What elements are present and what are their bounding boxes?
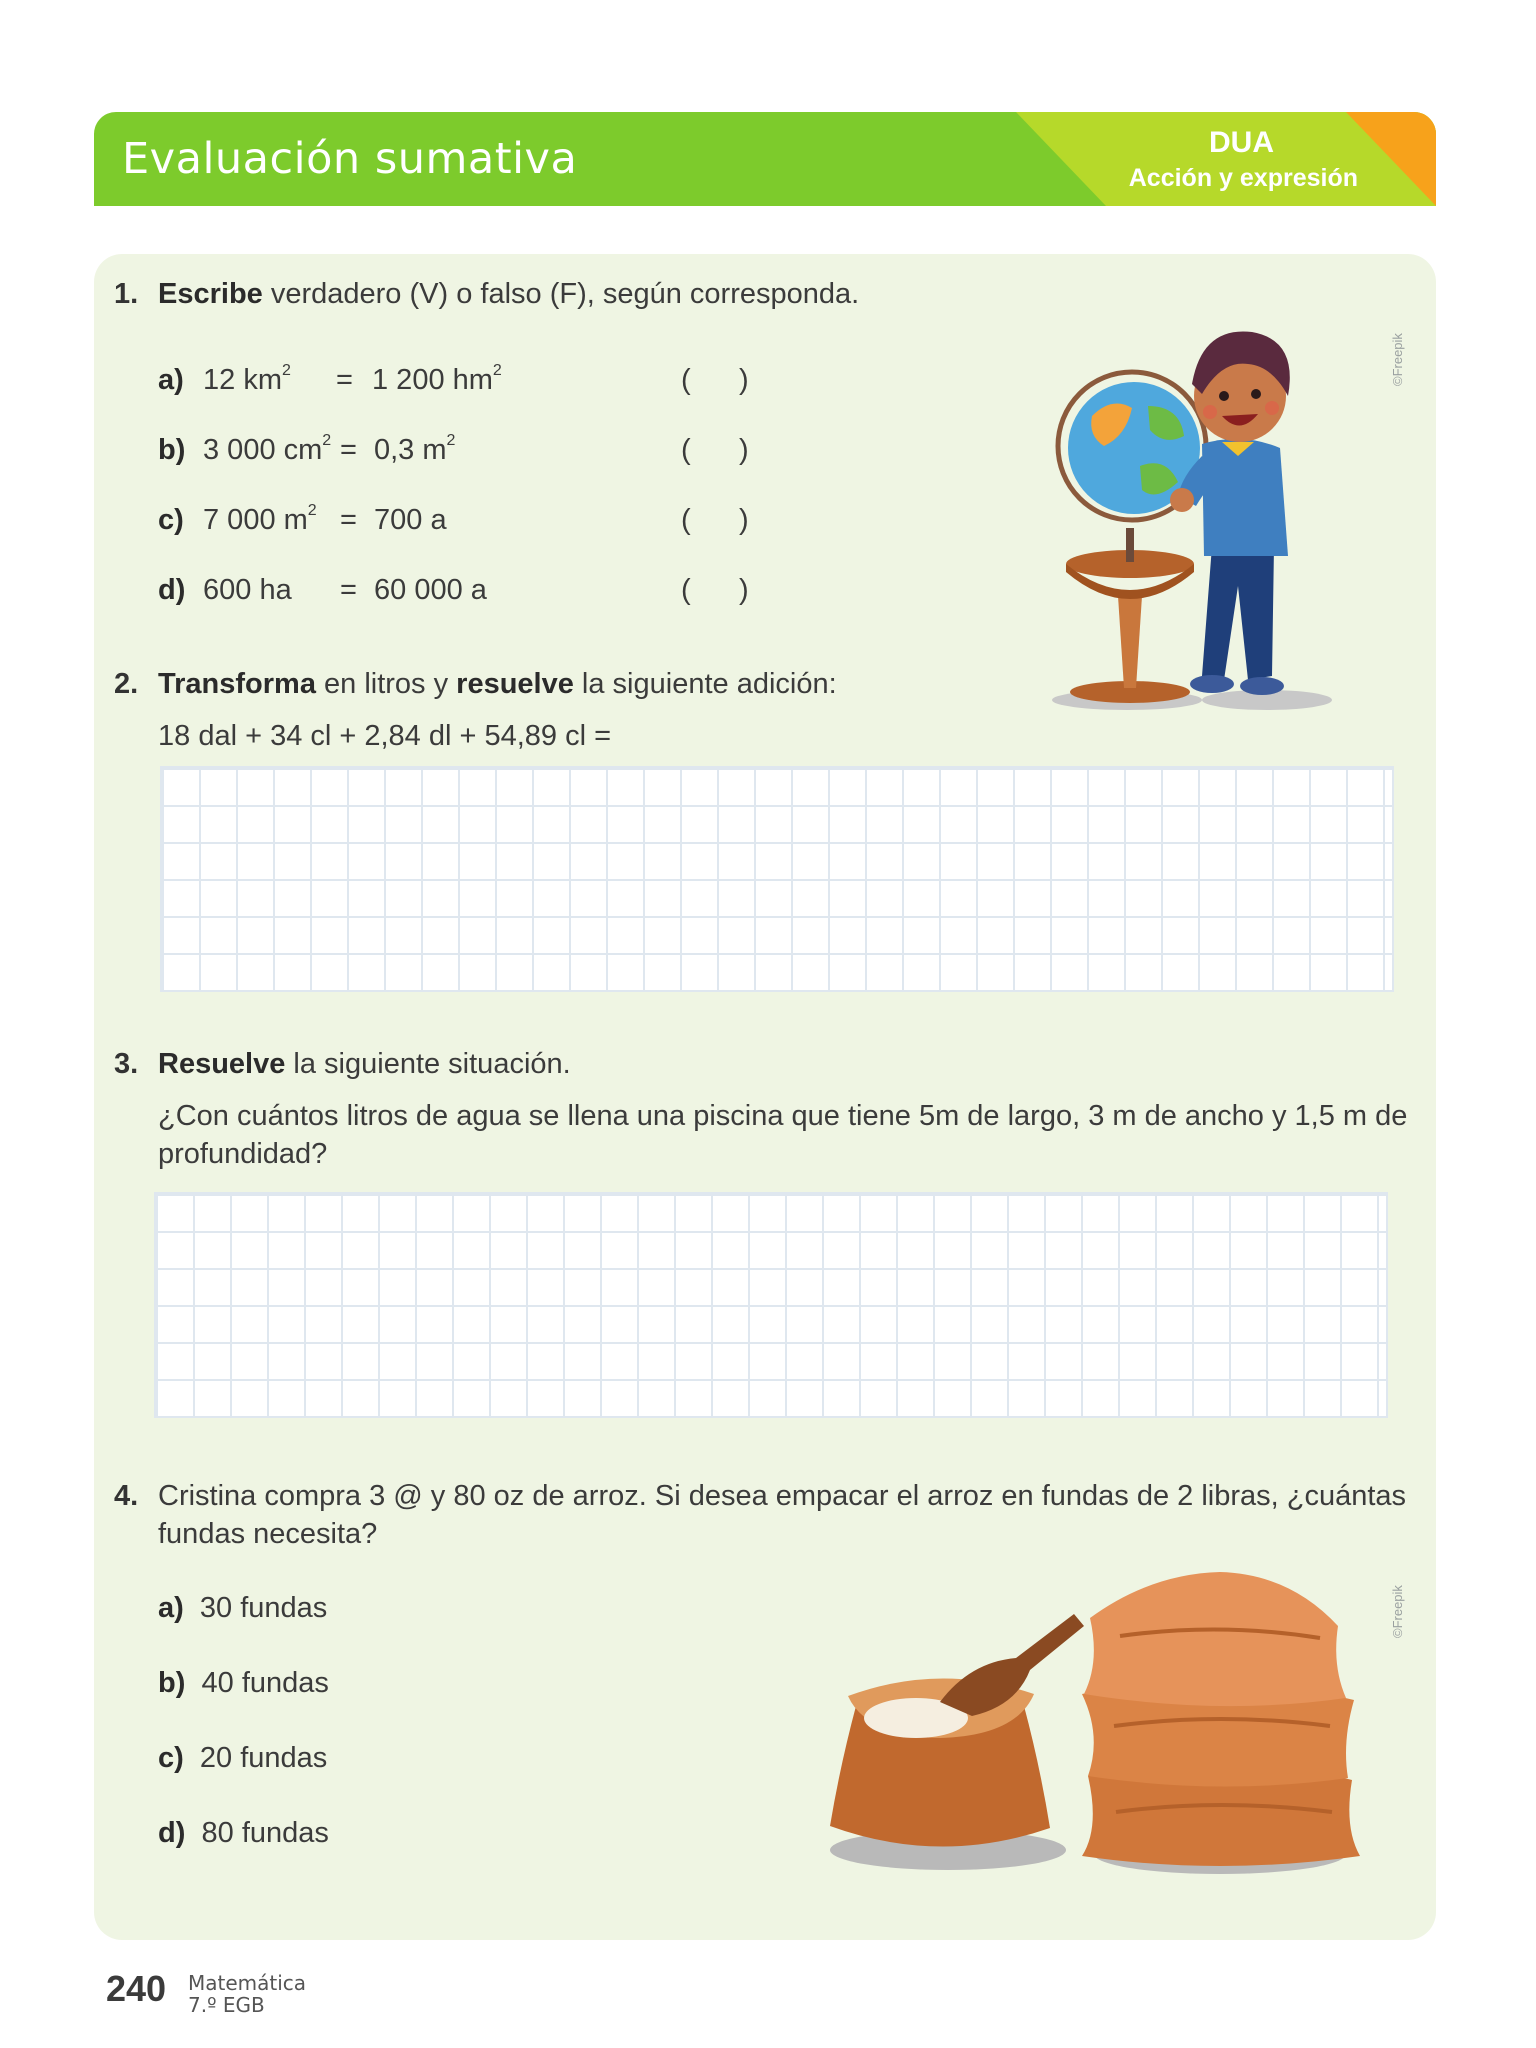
boy-cheek xyxy=(1265,401,1279,415)
answer-blank[interactable]: ( ) xyxy=(681,504,749,536)
q1-right xyxy=(374,504,447,537)
header-banner xyxy=(94,112,1436,206)
q1-row xyxy=(158,504,184,537)
q1-row xyxy=(158,434,185,467)
option-text: 30 fundas xyxy=(199,1592,328,1624)
q4-line2: fundas necesita? xyxy=(158,1518,378,1550)
q1-left xyxy=(203,504,317,537)
footer-subject xyxy=(188,1972,306,2016)
option-text: 20 fundas xyxy=(199,1742,328,1774)
item-label: c) xyxy=(158,504,184,536)
page-number: 240 xyxy=(106,1968,167,2009)
option-label: c) xyxy=(158,1742,184,1774)
right-value: 700 a xyxy=(374,504,447,536)
left-value: 12 km xyxy=(203,364,282,396)
equals-sign: = xyxy=(336,364,353,396)
boy-hand xyxy=(1170,488,1194,512)
right-value: 0,3 m xyxy=(374,434,447,466)
globe-axis xyxy=(1126,528,1134,562)
left-exponent: 2 xyxy=(322,432,332,449)
q3-number: 3. xyxy=(114,1048,139,1080)
q3-line1: ¿Con cuántos litros de agua se llena una piscina que tiene 5m de largo, 3 m de ancho y 1,5 m de xyxy=(158,1100,1408,1132)
left-value: 600 ha xyxy=(203,574,292,606)
stacked-sack-top xyxy=(1084,1572,1346,1706)
q3-answer-grid[interactable] xyxy=(154,1192,1388,1418)
q2-expression: 18 dal + 34 cl + 2,84 dl + 54,89 cl = xyxy=(158,720,612,752)
item-label: b) xyxy=(158,434,186,466)
subject-name: Matemática xyxy=(188,1971,307,1995)
boy-eye xyxy=(1219,391,1229,401)
q3-verb: Resuelve xyxy=(158,1048,286,1080)
q3-rest: la siguiente situación. xyxy=(285,1048,571,1080)
q3-prompt xyxy=(158,1048,571,1081)
left-value: 3 000 cm xyxy=(203,434,323,466)
answer-blank[interactable]: ( ) xyxy=(681,364,749,396)
boy-shoe xyxy=(1190,675,1234,693)
dua-title: DUA xyxy=(1209,126,1274,159)
q1-left xyxy=(203,434,331,467)
q1-prompt xyxy=(158,278,859,311)
q4-option-b[interactable] xyxy=(158,1667,329,1700)
q2-mid: en litros y xyxy=(315,668,457,700)
q2-number: 2. xyxy=(114,668,139,700)
q1-row xyxy=(158,364,184,397)
boy-sweater xyxy=(1202,439,1288,556)
q4-number: 4. xyxy=(114,1480,139,1512)
q2-verb1: Transforma xyxy=(158,668,316,700)
boy-eye xyxy=(1251,389,1261,399)
q4-option-a[interactable] xyxy=(158,1592,327,1625)
q4-option-d[interactable] xyxy=(158,1817,329,1850)
option-label: b) xyxy=(158,1667,186,1699)
q2-rest: la siguiente adición: xyxy=(573,668,837,700)
q1-left xyxy=(203,574,292,607)
option-label: d) xyxy=(158,1817,186,1849)
stand-leg xyxy=(1118,596,1142,688)
right-value: 1 200 hm xyxy=(372,364,493,396)
q1-verb: Escribe xyxy=(158,278,263,310)
option-text: 80 fundas xyxy=(201,1817,329,1849)
q3-line2: profundidad? xyxy=(158,1138,328,1170)
boy-globe-illustration xyxy=(1052,296,1342,716)
left-exponent: 2 xyxy=(307,502,317,519)
dua-subtitle: Acción y expresión xyxy=(1128,164,1358,192)
answer-blank[interactable]: ( ) xyxy=(681,574,749,606)
rice-sacks-illustration xyxy=(820,1566,1360,1878)
left-value: 7 000 m xyxy=(203,504,308,536)
q1-left xyxy=(203,364,291,397)
q1-right xyxy=(374,574,487,607)
q2-prompt xyxy=(158,668,837,701)
equals-sign: = xyxy=(340,504,357,536)
equals-sign: = xyxy=(340,574,357,606)
boy-cheek xyxy=(1203,405,1217,419)
credit-freepik: ©Freepik xyxy=(1390,1585,1405,1638)
q1-rest: verdadero (V) o falso (F), según corresponda. xyxy=(262,278,860,310)
q1-right xyxy=(374,434,455,467)
right-exponent: 2 xyxy=(446,432,456,449)
q2-verb2: resuelve xyxy=(456,668,574,700)
right-value: 60 000 a xyxy=(374,574,487,606)
q4-option-c[interactable] xyxy=(158,1742,327,1775)
q4-line1: Cristina compra 3 @ y 80 oz de arroz. Si desea empacar el arroz en fundas de 2 libras, ¿cuántas xyxy=(158,1480,1407,1512)
answer-blank[interactable]: ( ) xyxy=(681,434,749,466)
q2-answer-grid[interactable] xyxy=(160,766,1394,992)
page-title: Evaluación sumativa xyxy=(122,134,578,184)
q1-number: 1. xyxy=(114,278,139,310)
option-text: 40 fundas xyxy=(201,1667,329,1699)
boy-pants xyxy=(1202,546,1274,680)
option-label: a) xyxy=(158,1592,184,1624)
equals-sign: = xyxy=(340,434,357,466)
q1-right xyxy=(372,364,502,397)
q1-row xyxy=(158,574,185,607)
item-label: a) xyxy=(158,364,184,396)
right-exponent: 2 xyxy=(492,362,502,379)
item-label: d) xyxy=(158,574,186,606)
boy-shoe xyxy=(1240,677,1284,695)
grade-level: 7.º EGB xyxy=(188,1993,265,2017)
left-exponent: 2 xyxy=(281,362,291,379)
credit-freepik: ©Freepik xyxy=(1390,333,1405,386)
